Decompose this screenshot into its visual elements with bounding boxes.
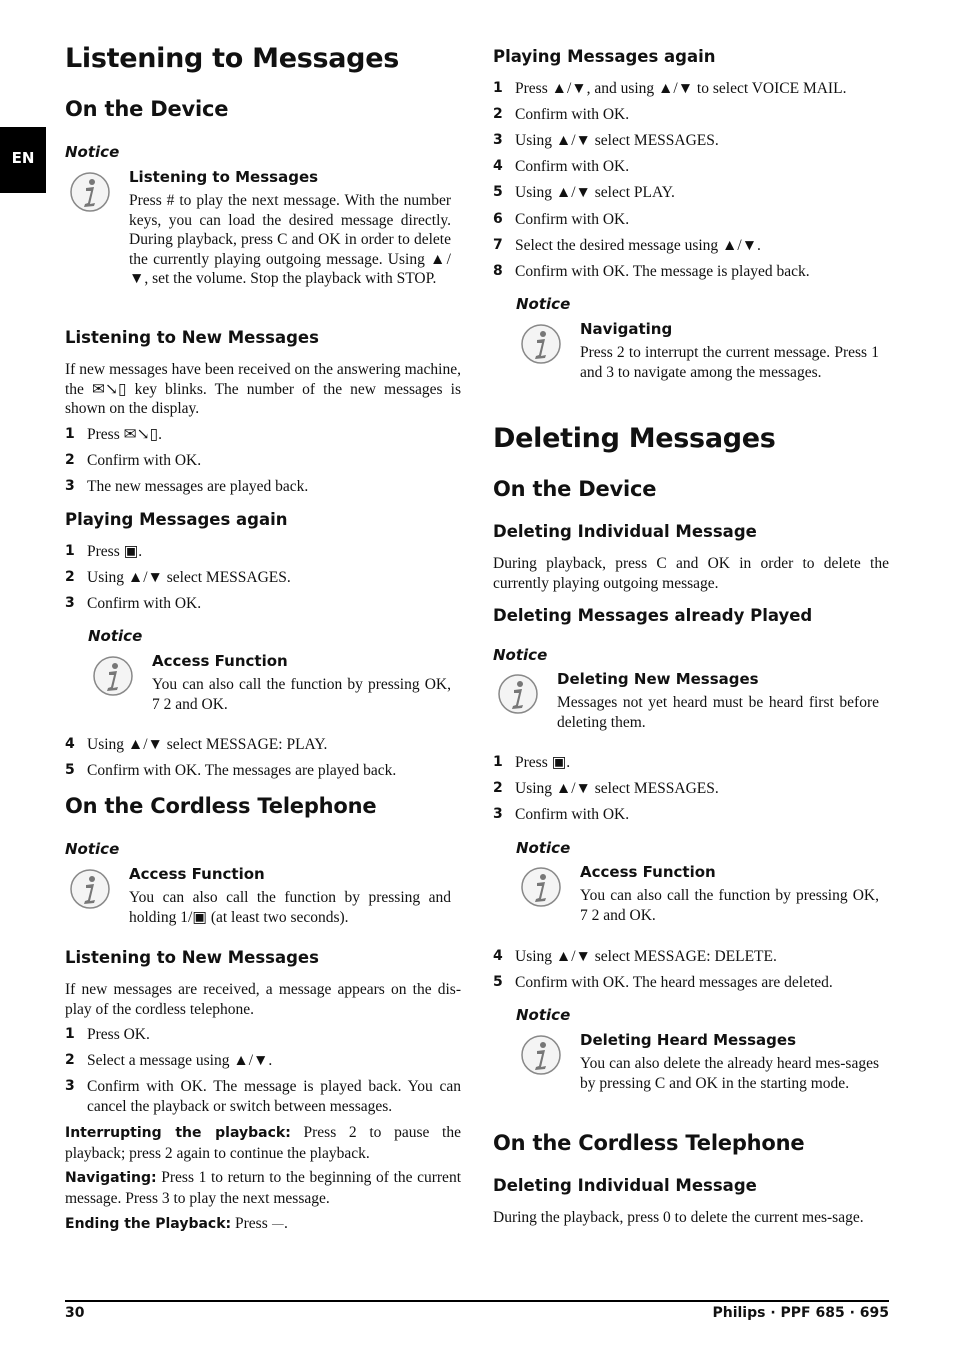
notice-heading: Access Function <box>580 863 716 881</box>
heading-playing-again: Playing Messages again <box>65 510 288 529</box>
notice-heading: Deleting New Messages <box>557 670 759 688</box>
step-text: Using ▲/▼ select MESSAGE: DELETE. <box>515 948 777 965</box>
step-number: 2 <box>65 1052 75 1068</box>
step-number: 2 <box>65 452 75 468</box>
footer-product: Philips · PPF 685 · 695 <box>712 1305 889 1321</box>
navigating-paragraph <box>65 1168 461 1208</box>
notice-text: You can also call the function by pressing OK, 7 2 and OK. <box>152 676 451 713</box>
step-number: 5 <box>65 762 75 778</box>
paragraph: If new messages are received, a message appears on the dis-play of the cordless telephone. <box>65 981 461 1018</box>
list-item <box>65 594 461 614</box>
notice-text: Messages not yet heard must be heard first before deleting them. <box>557 694 879 731</box>
step-number: 2 <box>65 569 75 585</box>
list-item <box>65 761 461 781</box>
step-number: 1 <box>65 543 75 559</box>
info-icon <box>70 172 110 212</box>
step-text: Confirm with OK. The message is played back. You can cancel the playback or switch between messages. <box>87 1078 461 1115</box>
list-item <box>493 105 889 125</box>
notice-label: Notice <box>516 839 571 857</box>
notice-text: Press # to play the next message. With the number keys, you can load the desired message directly. During playback, press C and OK in order to delete the currently playing outgoing message. Using ▲/▼, set the volume. Stop the playback with STOP. <box>129 192 451 287</box>
step-text: Select a message using ▲/▼. <box>87 1052 273 1069</box>
notice-heading: Navigating <box>580 320 673 338</box>
heading-playing-again: Playing Messages again <box>493 47 716 66</box>
step-number: 3 <box>493 132 503 148</box>
list-item <box>65 425 461 445</box>
notice-label: Notice <box>88 627 143 645</box>
heading-deleting-played: Deleting Messages already Played <box>493 606 813 625</box>
paragraph: During playback, press C and OK in order to delete the currently playing outgoing message. <box>493 555 889 592</box>
step-text: Confirm with OK. <box>87 595 202 612</box>
step-text: Confirm with OK. The heard messages are deleted. <box>515 974 833 991</box>
step-number: 5 <box>493 184 503 200</box>
step-number: 4 <box>493 158 503 174</box>
list-item <box>493 779 889 799</box>
notice-text: Press 2 to interrupt the current message. Press 1 and 3 to navigate among the messages. <box>580 344 879 381</box>
section-on-the-device: On the Device <box>493 477 657 501</box>
step-text: Confirm with OK. <box>515 106 630 123</box>
notice-heading: Access Function <box>152 652 288 670</box>
ending-text: Press ⏤. <box>231 1215 288 1232</box>
step-text: Press ▣. <box>515 754 571 771</box>
step-number: 4 <box>65 736 75 752</box>
list-item <box>65 568 461 588</box>
info-icon <box>521 1035 561 1075</box>
step-number: 2 <box>493 106 503 122</box>
notice-label: Notice <box>516 295 571 313</box>
info-icon <box>521 867 561 907</box>
notice-box <box>70 168 451 308</box>
step-text: Confirm with OK. <box>515 806 630 823</box>
step-number: 7 <box>493 237 503 253</box>
interrupt-text: Press 2 to pause the playback; press 2 again to continue the playback. <box>65 1124 461 1162</box>
step-number: 1 <box>65 426 75 442</box>
step-number: 3 <box>65 595 75 611</box>
list-item <box>65 1051 461 1071</box>
list-item <box>65 1025 461 1045</box>
navigating-label: Navigating: <box>65 1170 157 1186</box>
notice-text: You can also call the function by pressing OK, 7 2 and OK. <box>580 887 879 924</box>
notice-label: Notice <box>65 840 120 858</box>
notice-label: Notice <box>516 1006 571 1024</box>
paragraph: If new messages have been received on the answering machine, the ✉↘▯ key blinks. The number of the new messages is shown on the display. <box>65 361 461 417</box>
step-text: Press ▣. <box>87 543 143 560</box>
notice-box <box>498 670 879 740</box>
paragraph: During the playback, press 0 to delete the current mes-sage. <box>493 1209 864 1226</box>
notice-box <box>521 863 879 933</box>
step-number: 4 <box>493 948 503 964</box>
step-text: Confirm with OK. <box>87 452 202 469</box>
page-title: Listening to Messages <box>65 43 399 74</box>
step-text: Select the desired message using ▲/▼. <box>515 237 761 254</box>
step-text: The new messages are played back. <box>87 478 309 495</box>
notice-heading: Listening to Messages <box>129 168 319 186</box>
notice-heading: Access Function <box>129 865 265 883</box>
step-number: 5 <box>493 974 503 990</box>
navigating-text: Press 1 to return to the beginning of the current message. Press 3 to play the next message. <box>65 1169 461 1207</box>
list-item <box>493 236 889 256</box>
ending-label: Ending the Playback: <box>65 1216 232 1232</box>
step-text: Confirm with OK. <box>515 158 630 175</box>
step-text: Using ▲/▼ select MESSAGES. <box>87 569 291 586</box>
list-item <box>65 451 461 471</box>
list-item <box>493 262 889 282</box>
info-icon <box>93 656 133 696</box>
list-item <box>493 947 889 967</box>
list-item <box>65 735 461 755</box>
step-text: Confirm with OK. The messages are played back. <box>87 762 397 779</box>
heading-listening-new: Listening to New Messages <box>65 328 319 347</box>
notice-box <box>93 652 451 722</box>
ending-paragraph <box>65 1214 461 1235</box>
interrupt-label: Interrupting the playback: <box>65 1125 291 1141</box>
step-number: 3 <box>65 1078 75 1094</box>
footer-rule <box>65 1300 889 1302</box>
step-text: Using ▲/▼ select MESSAGES. <box>515 132 719 149</box>
step-number: 1 <box>493 80 503 96</box>
list-item <box>493 210 889 230</box>
notice-box <box>70 865 451 935</box>
notice-heading: Deleting Heard Messages <box>580 1031 797 1049</box>
notice-box <box>521 320 879 405</box>
info-icon <box>70 869 110 909</box>
step-number: 3 <box>65 478 75 494</box>
section-cordless: On the Cordless Telephone <box>493 1131 805 1155</box>
notice-box <box>521 1031 879 1121</box>
notice-label: Notice <box>65 143 120 161</box>
notice-text: You can also call the function by pressing and holding 1/▣ (at least two seconds). <box>129 889 451 926</box>
step-number: 1 <box>65 1026 75 1042</box>
list-item <box>493 805 889 825</box>
step-number: 3 <box>493 806 503 822</box>
step-text: Using ▲/▼ select MESSAGES. <box>515 780 719 797</box>
language-tab: EN <box>0 127 46 193</box>
info-icon <box>498 674 538 714</box>
info-icon <box>521 324 561 364</box>
deleting-title: Deleting Messages <box>493 423 776 454</box>
list-item <box>493 79 889 99</box>
list-item <box>493 131 889 151</box>
list-item <box>493 973 889 993</box>
step-text: Press ▲/▼, and using ▲/▼ to select VOICE MAIL. <box>515 80 847 97</box>
heading-listening-new-cordless: Listening to New Messages <box>65 948 319 967</box>
interrupt-paragraph <box>65 1123 461 1163</box>
step-text: Press OK. <box>87 1026 150 1043</box>
notice-label: Notice <box>493 646 548 664</box>
list-item <box>493 753 889 773</box>
list-item <box>493 157 889 177</box>
notice-text: You can also delete the already heard mes-sages by pressing C and OK in the starting mode. <box>580 1055 879 1092</box>
step-text: Using ▲/▼ select PLAY. <box>515 184 675 201</box>
heading-deleting-individual-cordless: Deleting Individual Message <box>493 1176 757 1195</box>
list-item <box>493 183 889 203</box>
step-number: 2 <box>493 780 503 796</box>
section-cordless: On the Cordless Telephone <box>65 794 377 818</box>
step-text: Confirm with OK. <box>515 211 630 228</box>
step-number: 6 <box>493 211 503 227</box>
step-number: 8 <box>493 263 503 279</box>
step-number: 1 <box>493 754 503 770</box>
step-text: Using ▲/▼ select MESSAGE: PLAY. <box>87 736 328 753</box>
list-item <box>65 1077 461 1116</box>
page-number: 30 <box>65 1305 85 1321</box>
list-item <box>65 477 461 497</box>
list-item <box>65 542 461 562</box>
step-text: Confirm with OK. The message is played back. <box>515 263 810 280</box>
step-text: Press ✉↘▯. <box>87 426 162 443</box>
section-on-the-device: On the Device <box>65 97 229 121</box>
heading-deleting-individual: Deleting Individual Message <box>493 522 757 541</box>
